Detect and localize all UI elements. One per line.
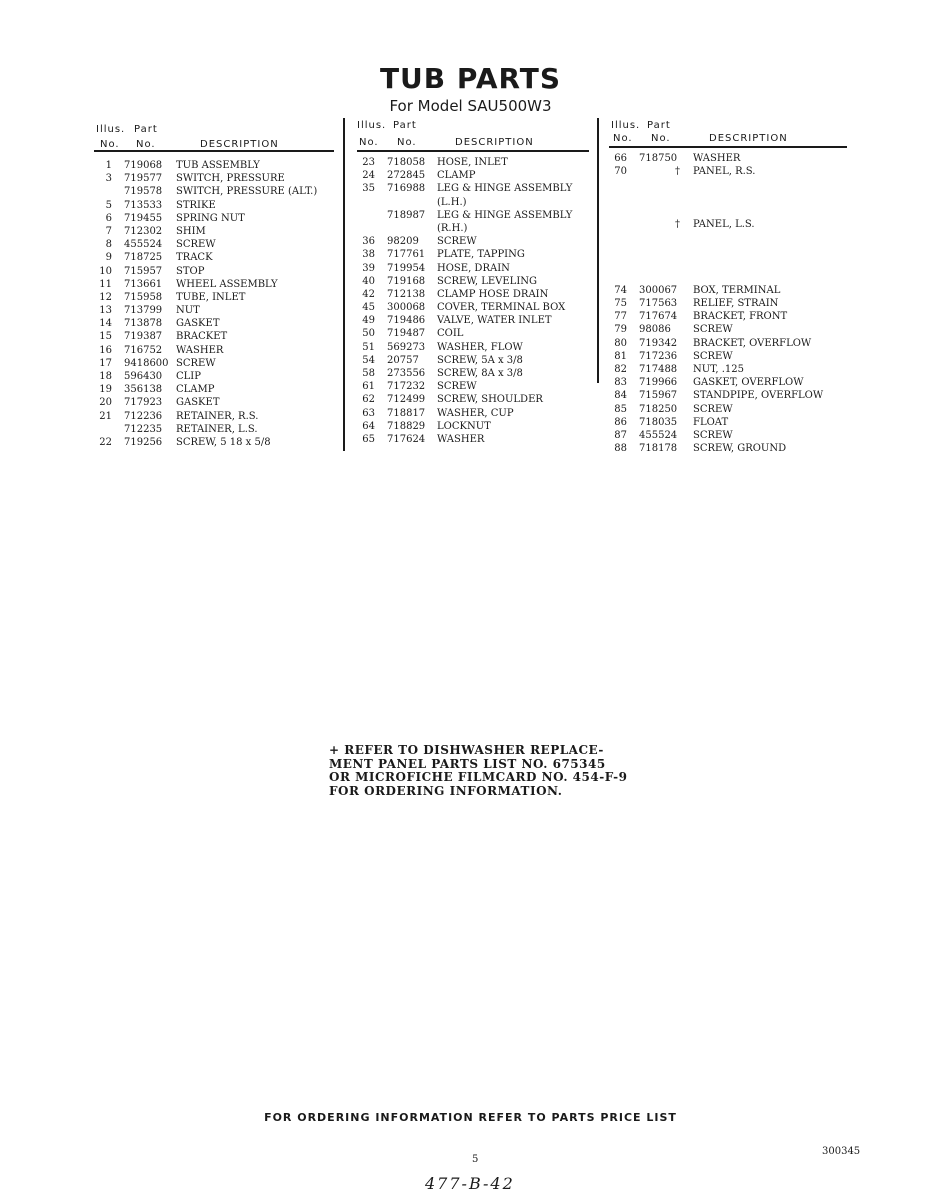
part-description: TUB ASSEMBLY (176, 160, 260, 171)
part-header-top: Part (647, 120, 671, 131)
list-item (357, 327, 589, 340)
part-number: 719577 (124, 173, 163, 185)
part-description: TUBE, INLET (176, 291, 246, 303)
page-subtitle: For Model SAU500W3 (389, 97, 552, 115)
illus-number: 6 (105, 212, 112, 224)
part-description: NUT, .125 (693, 364, 745, 375)
part-description: RETAINER, L.S. (176, 423, 258, 435)
part-description: CLAMP (176, 384, 215, 396)
part-description: COIL (437, 328, 464, 340)
part-number: 716752 (124, 344, 163, 356)
parts-column-3 (609, 118, 847, 455)
list-item (357, 275, 589, 288)
illus-number: 18 (99, 371, 112, 382)
part-number: † (675, 166, 680, 178)
part-header-top: Part (393, 120, 417, 131)
part-description: SCREW (176, 239, 216, 251)
part-number: 569273 (387, 341, 426, 353)
illus-number: 81 (614, 350, 627, 362)
part-number: 718725 (124, 252, 163, 264)
part-description: BRACKET (176, 331, 228, 343)
list-item (609, 244, 847, 257)
handwritten-note: 477-B-42 (425, 1174, 515, 1193)
list-item (609, 258, 847, 271)
part-description: GASKET, OVERFLOW (693, 377, 804, 389)
illus-number: 11 (99, 278, 112, 290)
list-item (357, 420, 589, 433)
illus-number: 63 (362, 407, 375, 419)
part-description: CLAMP HOSE DRAIN (437, 288, 549, 300)
part-number: 719168 (387, 275, 426, 287)
part-number: 98086 (639, 324, 671, 336)
header-rule (94, 150, 334, 152)
part-description: STANDPIPE, OVERFLOW (693, 390, 824, 402)
list-item (94, 238, 334, 251)
part-description: SCREW, SHOULDER (437, 394, 543, 406)
illus-number: 42 (362, 288, 375, 300)
list-item (94, 172, 334, 185)
list-item (94, 291, 334, 304)
illus-number: 83 (614, 377, 627, 389)
ordering-note (329, 744, 659, 798)
list-item (357, 380, 589, 393)
part-description: SCREW (693, 403, 733, 415)
list-item (609, 231, 847, 244)
list-item (609, 152, 847, 165)
part-number: 717624 (387, 433, 426, 445)
part-number: 718987 (387, 209, 426, 221)
list-item (609, 416, 847, 429)
part-number: 713878 (124, 318, 163, 330)
list-item (94, 317, 334, 330)
part-description: BRACKET, FRONT (693, 311, 788, 323)
part-number: 9418600 (124, 357, 169, 369)
part-number: 719068 (124, 160, 163, 171)
part-description: FLOAT (693, 416, 729, 428)
part-number: 713799 (124, 305, 163, 317)
part-number: 719954 (387, 262, 426, 274)
list-item (357, 156, 589, 169)
illus-number: 8 (105, 239, 112, 251)
part-number: 715967 (639, 390, 678, 402)
part-description: SWITCH, PRESSURE (ALT.) (176, 186, 318, 198)
part-number: 713533 (124, 199, 163, 211)
part-number: 718178 (639, 443, 678, 455)
column-divider-left (343, 118, 345, 451)
part-number: 273556 (387, 368, 426, 379)
part-number: 715958 (124, 291, 163, 303)
part-number: 719455 (124, 212, 163, 224)
part-description: PLATE, TAPPING (437, 249, 525, 261)
part-number: 717674 (639, 311, 678, 323)
part-number: 712236 (124, 410, 163, 422)
illus-header-top: Illus. (96, 124, 126, 135)
part-description: SCREW (693, 350, 733, 362)
illus-header-bottom: No. (100, 139, 120, 150)
list-item (357, 301, 589, 314)
list-item (609, 376, 847, 389)
illus-number: 66 (614, 153, 627, 164)
part-number: 455524 (124, 239, 163, 251)
list-item (357, 407, 589, 420)
part-number: 719387 (124, 331, 163, 343)
list-item (609, 205, 847, 218)
illus-number: 84 (614, 390, 627, 402)
illus-number: 20 (99, 397, 112, 409)
part-description: SCREW, 8A x 3/8 (437, 368, 523, 379)
list-item (609, 165, 847, 178)
illus-header-top: Illus. (357, 120, 387, 131)
illus-number: 17 (99, 357, 112, 369)
part-description: LEG & HINGE ASSEMBLY (437, 209, 573, 221)
part-description: HOSE, INLET (437, 157, 508, 168)
illus-number: 16 (99, 344, 112, 356)
list-item (94, 344, 334, 357)
list-item (94, 357, 334, 370)
part-header-top: Part (134, 124, 158, 135)
part-number: 713661 (124, 278, 163, 290)
header-rule (357, 150, 589, 152)
part-number: 718829 (387, 420, 426, 432)
illus-number: 21 (99, 410, 112, 422)
part-description: COVER, TERMINAL BOX (437, 302, 566, 314)
parts-column-1 (94, 118, 334, 448)
list-item (609, 310, 847, 323)
list-item (357, 367, 589, 380)
illus-number: 74 (614, 284, 627, 296)
header-rule (609, 146, 847, 148)
illus-number: 77 (614, 311, 627, 323)
list-item (94, 199, 334, 212)
part-number: 719487 (387, 328, 426, 340)
illus-number: 5 (105, 199, 112, 211)
list-item (357, 209, 589, 222)
illus-number: 58 (362, 368, 375, 379)
note-line: OR MICROFICHE FILMCARD NO. 454-F-9 (329, 770, 628, 784)
part-description: CLIP (176, 371, 201, 382)
list-item (609, 350, 847, 363)
column-header (357, 118, 589, 152)
illus-number: 80 (614, 337, 627, 349)
illus-number: 3 (105, 173, 112, 185)
list-item (357, 314, 589, 327)
list-item (609, 429, 847, 442)
part-number: 717761 (387, 249, 426, 261)
illus-number: 61 (362, 381, 375, 393)
part-description: STRIKE (176, 199, 216, 211)
column-header (94, 118, 334, 152)
part-number: 300067 (639, 284, 678, 296)
note-line: + REFER TO DISHWASHER REPLACE- (329, 743, 604, 757)
part-description: (R.H.) (437, 222, 468, 234)
page-title: TUB PARTS (379, 62, 562, 95)
part-description: SCREW (693, 429, 733, 441)
description-header: DESCRIPTION (709, 133, 788, 144)
part-description: BRACKET, OVERFLOW (693, 337, 812, 349)
part-number: 719256 (124, 436, 163, 448)
illus-number: 79 (614, 324, 627, 336)
parts-list (357, 156, 589, 446)
illus-number: 85 (614, 403, 627, 415)
list-item (94, 423, 334, 436)
part-description: STOP (176, 265, 205, 277)
part-description: SCREW (437, 381, 477, 393)
illus-number: 35 (362, 183, 375, 195)
part-number: 712138 (387, 288, 426, 300)
part-description: SHIM (176, 225, 206, 237)
part-description: WASHER, FLOW (437, 341, 523, 353)
part-description: VALVE, WATER INLET (437, 315, 552, 327)
part-description: LEG & HINGE ASSEMBLY (437, 183, 573, 195)
part-description: SCREW, 5 18 x 5/8 (176, 436, 271, 448)
page-number: 5 (472, 1154, 479, 1165)
part-number: 717923 (124, 397, 163, 409)
part-description: SCREW, 5A x 3/8 (437, 354, 523, 366)
list-item (609, 442, 847, 455)
part-number: 717488 (639, 364, 678, 375)
part-number: 718817 (387, 407, 426, 419)
part-number: 719486 (387, 315, 426, 327)
part-number: 717563 (639, 298, 678, 310)
part-description: SCREW (437, 236, 477, 248)
illus-number: 50 (362, 328, 375, 340)
part-number: 300068 (387, 302, 426, 314)
list-item (94, 278, 334, 291)
list-item (94, 265, 334, 278)
parts-list (609, 152, 847, 455)
part-description: WASHER (176, 344, 224, 356)
list-item (609, 323, 847, 336)
part-description: LOCKNUT (437, 420, 491, 432)
list-item (357, 182, 589, 195)
list-item (609, 192, 847, 205)
part-description: SCREW, GROUND (693, 443, 787, 455)
list-item (609, 218, 847, 231)
part-number: 717232 (387, 381, 426, 393)
list-item (609, 403, 847, 416)
illus-number: 19 (99, 384, 112, 396)
part-description: HOSE, DRAIN (437, 262, 510, 274)
part-number: 712235 (124, 423, 163, 435)
illus-number: 62 (362, 394, 375, 406)
part-number: 716988 (387, 183, 426, 195)
description-header: DESCRIPTION (455, 137, 534, 148)
list-item (357, 235, 589, 248)
illus-number: 70 (614, 166, 627, 178)
description-header: DESCRIPTION (200, 139, 279, 150)
note-line: FOR ORDERING INFORMATION. (329, 783, 563, 798)
list-item (357, 288, 589, 301)
part-description: GASKET (176, 397, 220, 409)
illus-number: 49 (362, 315, 375, 327)
list-item (609, 297, 847, 310)
list-item (357, 248, 589, 261)
part-number: 718058 (387, 157, 426, 168)
part-number: 356138 (124, 384, 163, 396)
part-description: SPRING NUT (176, 212, 245, 224)
part-number: 717236 (639, 350, 678, 362)
illus-header-top: Illus. (611, 120, 641, 131)
illus-number: 7 (105, 225, 112, 237)
illus-number: 24 (362, 170, 375, 182)
part-number: 712302 (124, 225, 163, 237)
part-header-bottom: No. (397, 137, 417, 148)
part-description: (L.H.) (437, 196, 467, 208)
illus-number: 10 (99, 265, 112, 277)
part-description: NUT (176, 305, 200, 317)
part-number: 715957 (124, 265, 163, 277)
part-number: 718750 (639, 153, 678, 164)
illus-number: 51 (362, 341, 375, 353)
list-item (94, 159, 334, 172)
illus-number: 86 (614, 416, 627, 428)
parts-list (94, 159, 334, 449)
part-number: 718035 (639, 416, 678, 428)
part-header-bottom: No. (136, 139, 156, 150)
list-item (609, 178, 847, 191)
illus-header-bottom: No. (359, 137, 379, 148)
illus-number: 45 (362, 302, 375, 314)
illus-number: 39 (362, 262, 375, 274)
column-header (609, 118, 847, 152)
list-item (609, 284, 847, 297)
part-description: BOX, TERMINAL (693, 284, 781, 296)
part-number: 712499 (387, 394, 426, 406)
illus-number: 38 (362, 249, 375, 261)
part-description: TRACK (176, 252, 213, 264)
part-description: WASHER (437, 433, 485, 445)
part-number: 20757 (387, 354, 419, 366)
list-item (357, 433, 589, 446)
list-item (357, 262, 589, 275)
part-number: 719342 (639, 337, 678, 349)
part-description: SWITCH, PRESSURE (176, 173, 285, 185)
list-item (357, 196, 589, 209)
illus-number: 1 (105, 160, 112, 171)
part-number: † (675, 218, 680, 230)
illus-number: 88 (614, 443, 627, 455)
illus-number: 54 (362, 354, 375, 366)
part-description: CLAMP (437, 170, 476, 182)
column-divider-right (597, 118, 599, 383)
part-description: SCREW (176, 357, 216, 369)
list-item (609, 389, 847, 402)
part-description: GASKET (176, 318, 220, 330)
note-line: MENT PANEL PARTS LIST NO. 675345 (329, 756, 606, 771)
illus-number: 22 (99, 436, 112, 448)
part-description: SCREW (693, 324, 733, 336)
illus-number: 65 (362, 433, 375, 445)
illus-number: 82 (614, 364, 627, 375)
part-description: WASHER (693, 153, 741, 164)
part-description: SCREW, LEVELING (437, 275, 538, 287)
list-item (94, 251, 334, 264)
part-number: 718250 (639, 403, 678, 415)
part-number: 455524 (639, 429, 678, 441)
document-number: 300345 (822, 1146, 861, 1157)
list-item (94, 212, 334, 225)
list-item (357, 393, 589, 406)
list-item (94, 410, 334, 423)
list-item (94, 396, 334, 409)
parts-column-2 (357, 118, 589, 445)
part-description: PANEL, R.S. (693, 166, 756, 178)
list-item (94, 370, 334, 383)
illus-number: 75 (614, 298, 627, 310)
illus-number: 12 (99, 291, 112, 303)
list-item (94, 436, 334, 449)
illus-number: 15 (99, 331, 112, 343)
list-item (357, 169, 589, 182)
list-item (609, 363, 847, 376)
part-number: 719578 (124, 186, 163, 198)
illus-number: 64 (362, 420, 375, 432)
list-item (94, 383, 334, 396)
part-description: RELIEF, STRAIN (693, 298, 779, 310)
list-item (609, 271, 847, 284)
part-number: 596430 (124, 371, 163, 382)
part-header-bottom: No. (651, 133, 671, 144)
illus-number: 87 (614, 429, 627, 441)
illus-header-bottom: No. (613, 133, 633, 144)
list-item (609, 337, 847, 350)
list-item (357, 354, 589, 367)
list-item (94, 330, 334, 343)
illus-number: 36 (362, 236, 375, 248)
list-item (357, 341, 589, 354)
part-number: 272845 (387, 170, 426, 182)
list-item (94, 304, 334, 317)
part-number: 98209 (387, 236, 419, 248)
list-item (94, 185, 334, 198)
footer-text: FOR ORDERING INFORMATION REFER TO PARTS PRICE LIST (264, 1111, 677, 1124)
illus-number: 13 (99, 305, 112, 317)
list-item (94, 225, 334, 238)
illus-number: 23 (362, 157, 375, 168)
part-description: PANEL, L.S. (693, 218, 755, 230)
part-description: RETAINER, R.S. (176, 410, 259, 422)
illus-number: 40 (362, 275, 375, 287)
illus-number: 14 (99, 318, 112, 330)
illus-number: 9 (105, 252, 112, 264)
list-item (357, 222, 589, 235)
part-description: WHEEL ASSEMBLY (176, 278, 278, 290)
part-number: 719966 (639, 377, 678, 389)
part-description: WASHER, CUP (437, 407, 514, 419)
